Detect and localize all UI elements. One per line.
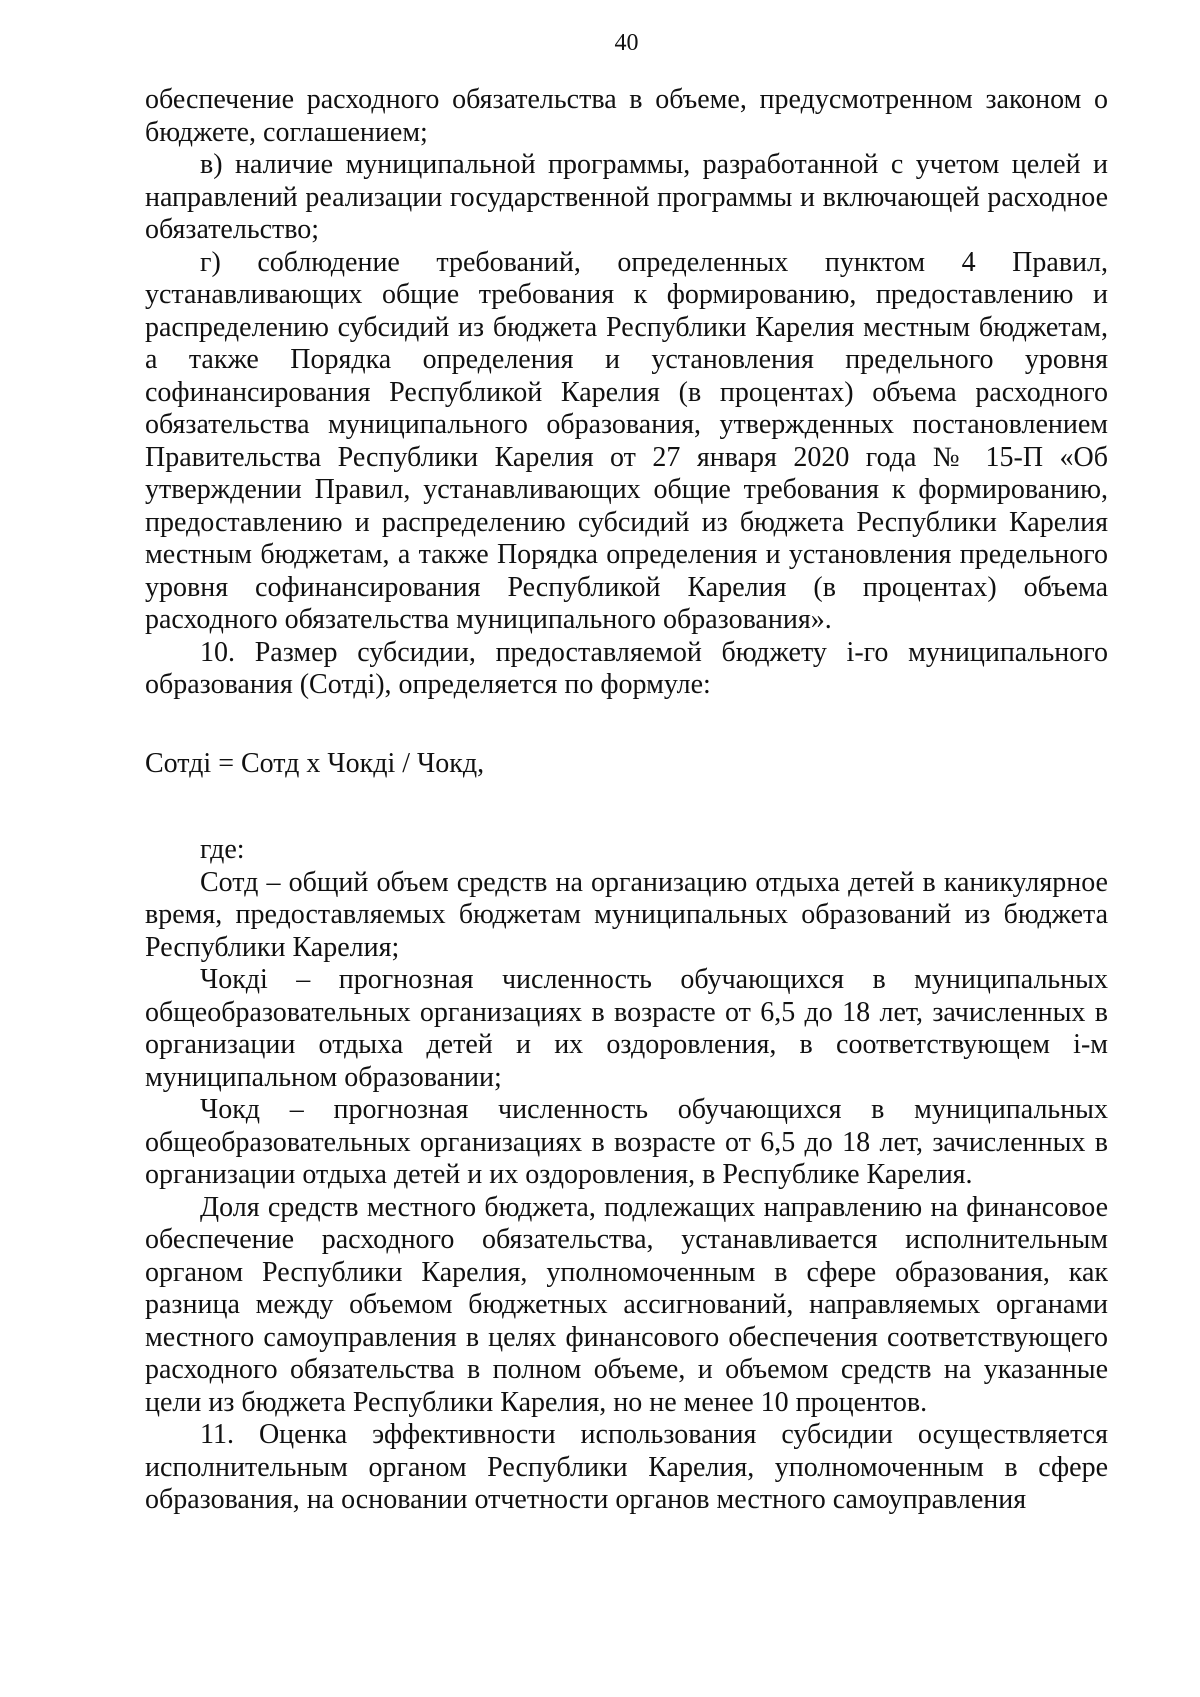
paragraph-item-v: в) наличие муниципальной программы, разработанной с учетом целей и направлений реализации государственной программы и включающей расходное обязательство; bbox=[145, 149, 1108, 245]
definition-chokd: Чокд – прогнозная численность обучающихся в муниципальных общеобразовательных организациях в возрасте от 6,5 до 18 лет, зачисленных в организации отдыха детей и их оздоровления, в Республике Карелия. bbox=[145, 1094, 1108, 1190]
definition-sotd: Cотд – общий объем средств на организацию отдыха детей в каникулярное время, предоставляемых бюджетам муниципальных образований из бюджета Республики Карелия; bbox=[145, 866, 1108, 963]
paragraph-local-budget-share: Доля средств местного бюджета, подлежащих направлению на финансовое обеспечение расходного обязательства, устанавливается исполнительным органом Республики Карелия, уполномоченным в сфере образования, как разница между объемом бюджетных ассигнований, направляемых органами местного самоуправления в целях финансового обеспечения соответствующего расходного обязательства в полном объеме, и объемом средств на указанные цели из бюджета Республики Карелия, но не менее 10 процентов. bbox=[145, 1191, 1108, 1418]
paragraph-continuation: обеспечение расходного обязательства в объеме, предусмотренном законом о бюджете, соглашением; bbox=[145, 84, 1108, 148]
document-page bbox=[145, 28, 1108, 1517]
paragraph-clause-10: 10. Размер субсидии, предоставляемой бюджету i-го муниципального образования (Cотдi), определяется по формуле: bbox=[145, 636, 1108, 700]
page-number: 40 bbox=[614, 30, 639, 56]
paragraph-item-g: г) соблюдение требований, определенных пунктом 4 Правил, устанавливающих общие требования к формированию, предоставлению и распределению субсидий из бюджета Республики Карелия местным бюджетам, а также Порядка определения и установления предельного уровня софинансирования Республикой Карелия (в процентах) объема расходного обязательства муниципального образования, утвержденных постановлением Правительства Республики Карелия от 27 января 2020 года № 15-П «Об утверждении Правил, устанавливающих общие требования к формированию, предоставлению и распределению субсидий из бюджета Республики Карелия местным бюджетам, а также Порядка определения и установления предельного уровня софинансирования Республикой Карелия (в процентах) объема расходного обязательства муниципального образования». bbox=[145, 246, 1108, 635]
formula: Cотдi = Cотд x Чокдi / Чокд, bbox=[145, 747, 485, 779]
definition-chokdi: Чокдi – прогнозная численность обучающихся в муниципальных общеобразовательных организациях в возрасте от 6,5 до 18 лет, зачисленных в организации отдыха детей и их оздоровления, в соответствующем i-м муниципальном образовании; bbox=[145, 964, 1108, 1093]
where-label: где: bbox=[200, 834, 245, 865]
document-body bbox=[145, 84, 1108, 1517]
paragraph-clause-11: 11. Оценка эффективности использования субсидии осуществляется исполнительным органом Республики Карелия, уполномоченным в сфере образования, на основании отчетности органов местного самоуправления bbox=[145, 1419, 1108, 1515]
